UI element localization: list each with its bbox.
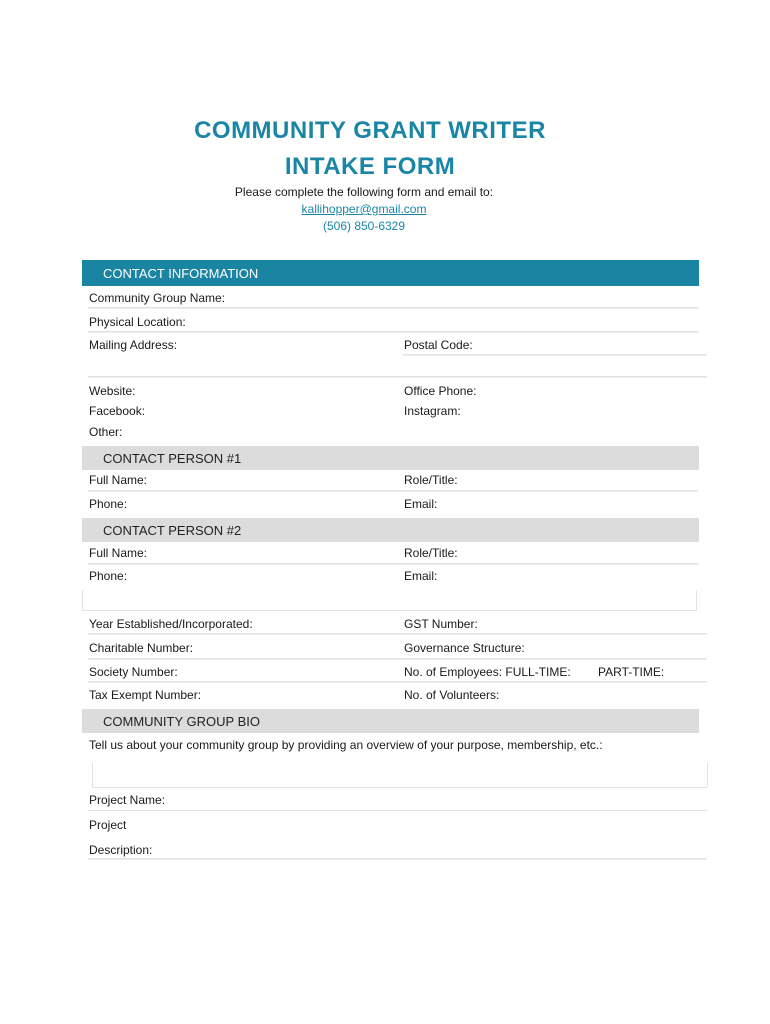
cp2-role-label: Role/Title: (404, 546, 458, 560)
mailing-address-label: Mailing Address: (89, 338, 178, 352)
physical-location-label: Physical Location: (89, 315, 186, 329)
bio-box-right-edge (707, 763, 708, 787)
box-right-edge (696, 590, 697, 610)
cp1-full-name-label: Full Name: (89, 473, 148, 487)
community-group-name-label: Community Group Name: (89, 291, 226, 305)
society-number-field[interactable] (88, 681, 707, 683)
community-group-name-field[interactable] (88, 307, 698, 309)
bio-textarea[interactable] (92, 787, 707, 788)
project-description-label: Description: (89, 843, 153, 857)
cp1-phone-label: Phone: (89, 497, 128, 511)
other-label: Other: (89, 425, 123, 439)
box-left-edge (82, 590, 83, 610)
box-bottom-edge (82, 610, 697, 611)
mailing-address-field[interactable] (88, 376, 707, 378)
form-title-line2: INTAKE FORM (284, 153, 456, 180)
section-contact-person-1: CONTACT PERSON #1 (82, 446, 699, 470)
cp1-role-label: Role/Title: (404, 473, 458, 487)
form-title-line1: COMMUNITY GRANT WRITER (194, 117, 546, 144)
section-contact-person-2: CONTACT PERSON #2 (82, 518, 699, 542)
project-name-label: Project Name: (89, 793, 166, 807)
facebook-label: Facebook: (89, 404, 146, 418)
cp2-phone-label: Phone: (89, 569, 128, 583)
postal-code-field[interactable] (403, 354, 707, 356)
cp1-email-label: Email: (404, 497, 438, 511)
project-label: Project (89, 818, 127, 832)
charitable-number-field[interactable] (88, 658, 707, 660)
society-number-label: Society Number: (89, 665, 178, 679)
section-community-group-bio: COMMUNITY GROUP BIO (82, 709, 699, 733)
governance-structure-label: Governance Structure: (404, 641, 525, 655)
website-label: Website: (89, 384, 136, 398)
physical-location-field[interactable] (88, 331, 698, 333)
volunteers-label: No. of Volunteers: (404, 688, 500, 702)
instagram-label: Instagram: (404, 404, 461, 418)
bio-prompt-label: Tell us about your community group by providing an overview of your purpose, membership, etc.: (89, 738, 603, 752)
bio-box-left-edge (92, 763, 93, 787)
section-contact-information: CONTACT INFORMATION (82, 260, 699, 286)
employees-full-time-label: No. of Employees: FULL-TIME: (404, 665, 571, 679)
year-established-label: Year Established/Incorporated: (89, 617, 253, 631)
year-established-field[interactable] (88, 633, 707, 635)
cp1-full-name-field[interactable] (88, 490, 698, 492)
gst-number-label: GST Number: (404, 617, 478, 631)
cp2-full-name-label: Full Name: (89, 546, 148, 560)
phone-number: (506) 850-6329 (322, 219, 406, 233)
email-link[interactable]: kallihopper@gmail.com (301, 202, 427, 216)
project-description-field[interactable] (88, 858, 707, 860)
postal-code-label: Postal Code: (404, 338, 473, 352)
office-phone-label: Office Phone: (404, 384, 477, 398)
cp2-full-name-field[interactable] (88, 563, 698, 565)
project-name-field[interactable] (88, 810, 707, 811)
instruction-text: Please complete the following form and email to: (234, 185, 494, 199)
charitable-number-label: Charitable Number: (89, 641, 194, 655)
cp2-email-label: Email: (404, 569, 438, 583)
tax-exempt-number-label: Tax Exempt Number: (89, 688, 202, 702)
part-time-label: PART-TIME: (598, 665, 665, 679)
